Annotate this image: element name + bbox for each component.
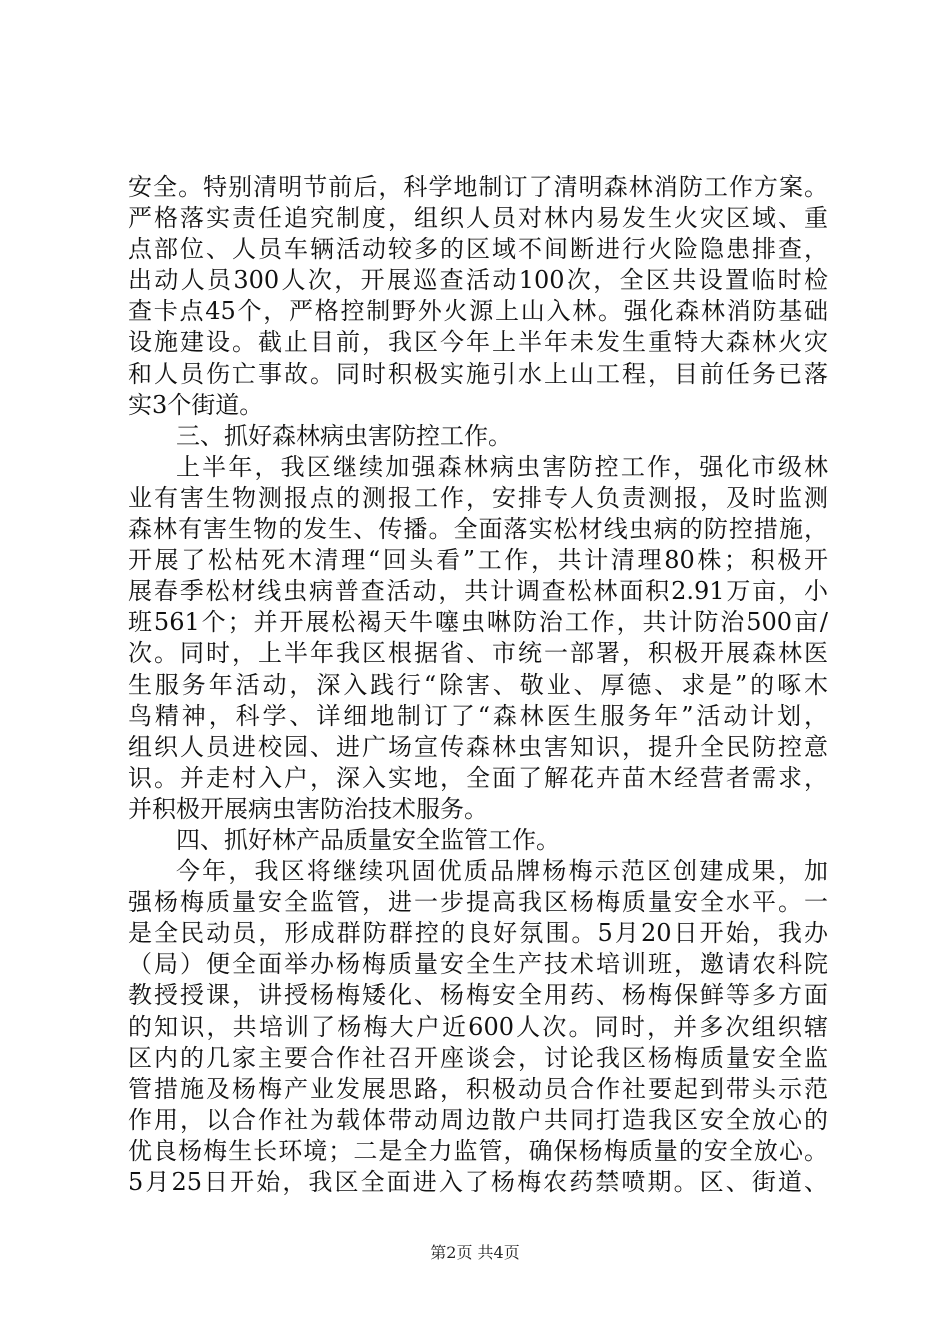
text-line: 实3个街道。 [128, 390, 264, 419]
text-line: 出动人员300人次，开展巡查活动100次，全区共设置临时检 [128, 266, 828, 295]
text-line: 生服务年活动，深入践行“除害、敬业、厚德、求是”的啄木 [128, 670, 828, 699]
text-line: 四、抓好林产品质量安全监管工作。 [176, 825, 560, 854]
text-line: 业有害生物测报点的测报工作，安排专人负责测报，及时监测 [128, 483, 828, 512]
text-line: 5月25日开始，我区全面进入了杨梅农药禁喷期。区、街道、 [128, 1168, 828, 1196]
text-line: 森林有害生物的发生、传播。全面落实松材线虫病的防控措施， [128, 515, 828, 544]
text-line: 优良杨梅生长环境；二是全力监管，确保杨梅质量的安全放心。 [128, 1136, 828, 1165]
text-line: 管措施及杨梅产业发展思路，积极动员合作社要起到带头示范 [128, 1074, 828, 1103]
text-line: 作用，以合作社为载体带动周边散户共同打造我区安全放心的 [128, 1105, 828, 1134]
text-line: 区内的几家主要合作社召开座谈会，讨论我区杨梅质量安全监 [128, 1043, 828, 1072]
text-line: 严格落实责任追究制度，组织人员对林内易发生火灾区域、重 [128, 204, 828, 233]
text-line: 的知识，共培训了杨梅大户近600人次。同时，并多次组织辖 [128, 1012, 828, 1041]
text-line: 今年，我区将继续巩固优质品牌杨梅示范区创建成果，加 [176, 857, 828, 886]
text-line: 组织人员进校园、进广场宣传森林虫害知识，提升全民防控意 [128, 732, 828, 761]
text-line: 查卡点45个，严格控制野外火源上山入林。强化森林消防基础 [128, 297, 828, 326]
text-line: （局）便全面举办杨梅质量安全生产技术培训班，邀请农科院 [128, 950, 828, 979]
text-line: 教授授课，讲授杨梅矮化、杨梅安全用药、杨梅保鲜等多方面 [128, 981, 828, 1010]
document-body [128, 172, 828, 1198]
text-line: 识。并走村入户，深入实地，全面了解花卉苗木经营者需求， [128, 763, 828, 792]
text-line: 鸟精神，科学、详细地制订了“森林医生服务年”活动计划， [128, 701, 828, 730]
page-footer: 第2页 共4页 [430, 1243, 520, 1262]
text-line: 三、抓好森林病虫害防控工作。 [176, 421, 512, 450]
text-line: 和人员伤亡事故。同时积极实施引水上山工程，目前任务已落 [128, 359, 828, 388]
text-line: 强杨梅质量安全监管，进一步提高我区杨梅质量安全水平。一 [128, 888, 828, 917]
text-line: 点部位、人员车辆活动较多的区域不间断进行火险隐患排查， [128, 235, 828, 264]
text-line: 开展了松枯死木清理“回头看”工作，共计清理80株；积极开 [128, 546, 828, 575]
text-line: 安全。特别清明节前后，科学地制订了清明森林消防工作方案。 [128, 173, 828, 201]
text-line: 班561个；并开展松褐天牛噻虫啉防治工作，共计防治500亩/ [128, 608, 828, 637]
text-line: 展春季松材线虫病普查活动，共计调查松林面积2.91万亩，小 [128, 577, 828, 606]
text-line: 设施建设。截止目前，我区今年上半年未发生重特大森林火灾 [128, 328, 828, 357]
text-line: 次。同时，上半年我区根据省、市统一部署，积极开展森林医 [128, 639, 828, 668]
text-line: 并积极开展病虫害防治技术服务。 [128, 794, 488, 823]
text-line: 上半年，我区继续加强森林病虫害防控工作，强化市级林 [176, 452, 828, 481]
text-line: 是全民动员，形成群防群控的良好氛围。5月20日开始，我办 [128, 919, 828, 948]
